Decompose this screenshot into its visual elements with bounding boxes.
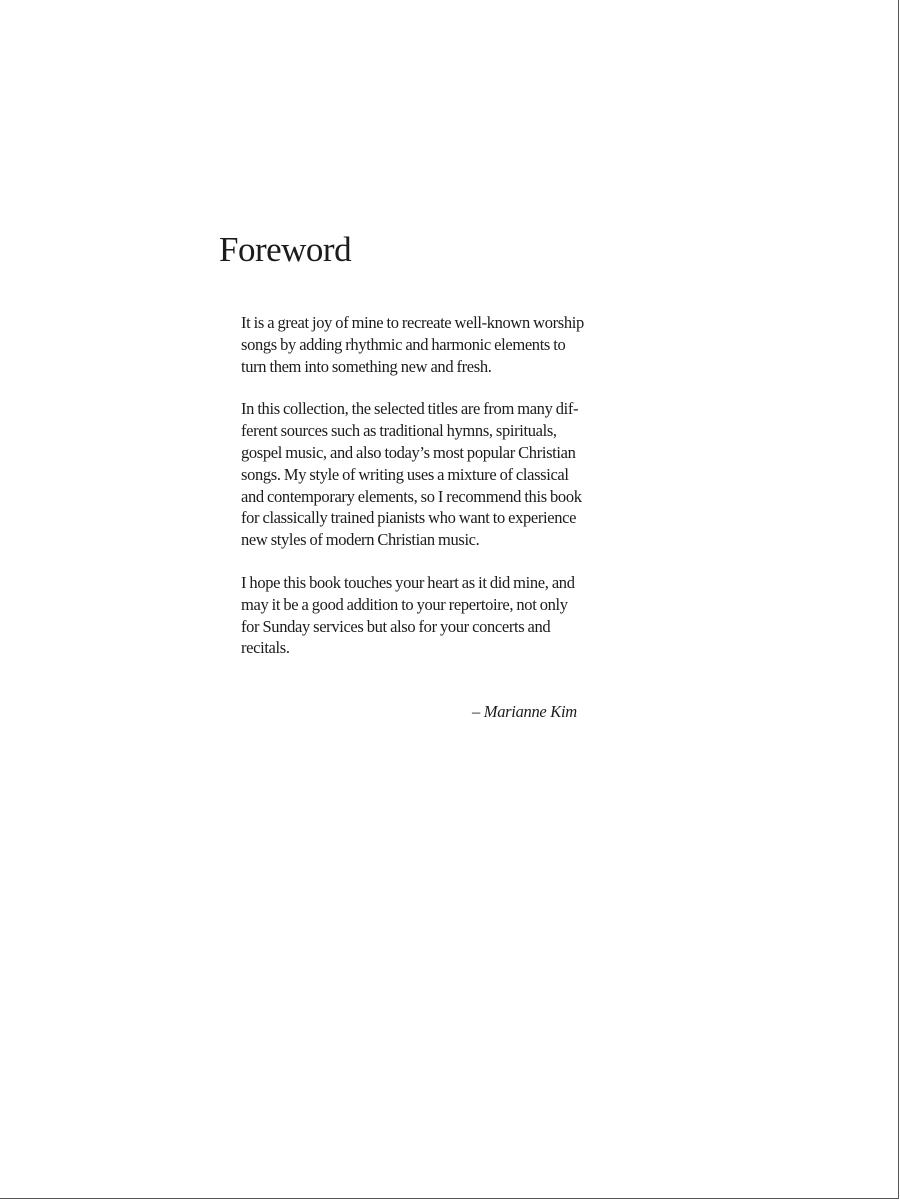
text-line: new styles of modern Christian music.: [241, 530, 480, 550]
signature-dash: –: [472, 702, 484, 721]
text-line: I hope this book touches your heart as it did mine, and: [241, 572, 575, 592]
paragraph-intro: [241, 312, 631, 377]
foreword-body: [241, 312, 631, 680]
author-signature: [472, 701, 577, 723]
text-line: gospel music, and also today’s most popular Christian: [241, 442, 576, 462]
text-line: In this collection, the selected titles are from many dif-: [241, 399, 579, 419]
text-line: for classically trained pianists who want to experience: [241, 508, 577, 528]
text-line: ferent sources such as traditional hymns, spirituals,: [241, 421, 557, 441]
text-line: songs by adding rhythmic and harmonic elements to: [241, 334, 566, 354]
text-line: and contemporary elements, so I recommend this book: [241, 486, 582, 506]
text-line: turn them into something new and fresh.: [241, 356, 492, 376]
paragraph-closing: [241, 572, 631, 659]
text-line: may it be a good addition to your repertoire, not only: [241, 594, 568, 614]
paragraph-collection: [241, 398, 631, 551]
author-name: Marianne Kim: [483, 702, 577, 721]
text-line: It is a great joy of mine to recreate well-known worship: [241, 313, 584, 332]
text-line: for Sunday services but also for your concerts and: [241, 616, 551, 636]
page-title: Foreword: [219, 230, 352, 269]
text-line: recitals.: [241, 638, 290, 658]
text-line: songs. My style of writing uses a mixture of classical: [241, 464, 569, 484]
